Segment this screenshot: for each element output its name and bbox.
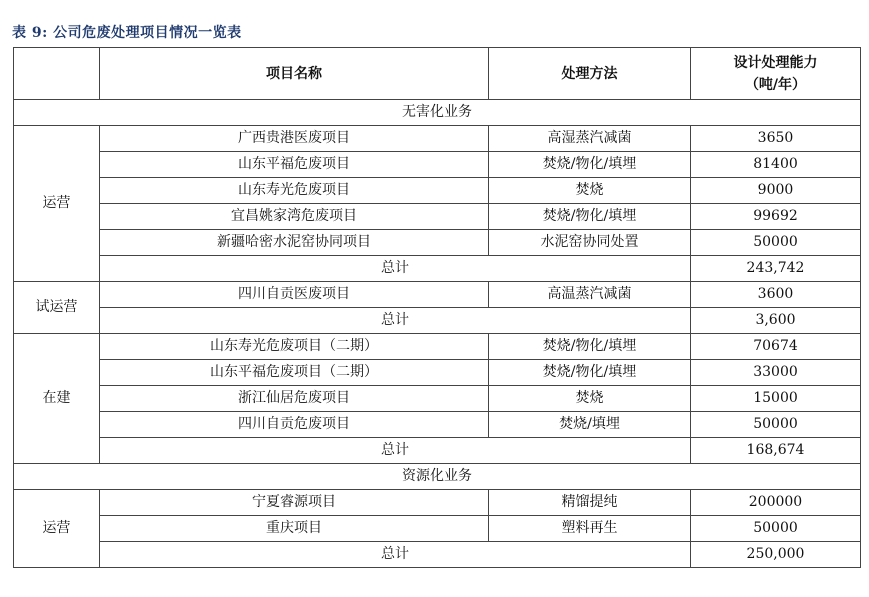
- process-method: 高温蒸汽减菌: [489, 282, 691, 308]
- project-name: 广西贵港医废项目: [100, 126, 489, 152]
- capacity-value: 99692: [691, 204, 861, 230]
- header-method: 处理方法: [489, 48, 691, 100]
- capacity-value: 9000: [691, 178, 861, 204]
- capacity-value: 3600: [691, 282, 861, 308]
- capacity-value: 70674: [691, 334, 861, 360]
- header-capacity-line1: 设计处理能力: [733, 54, 818, 71]
- table-row: [14, 386, 861, 412]
- process-method: 焚烧: [489, 386, 691, 412]
- total-value: 3,600: [691, 308, 861, 334]
- process-method: 焚烧/物化/填埋: [489, 204, 691, 230]
- table-row: [14, 204, 861, 230]
- project-name: 重庆项目: [100, 516, 489, 542]
- table-row: [14, 360, 861, 386]
- table-row: [14, 230, 861, 256]
- process-method: 焚烧: [489, 178, 691, 204]
- process-method: 焚烧/物化/填埋: [489, 334, 691, 360]
- capacity-value: 15000: [691, 386, 861, 412]
- total-value: 243,742: [691, 256, 861, 282]
- table-row: [14, 282, 861, 308]
- process-method: 精馏提纯: [489, 490, 691, 516]
- group-label: 在建: [14, 334, 100, 464]
- total-label: 总计: [100, 256, 691, 282]
- section-row: [14, 100, 861, 126]
- total-row: [14, 438, 861, 464]
- project-name: 四川自贡医废项目: [100, 282, 489, 308]
- group-label: 试运营: [14, 282, 100, 334]
- table-caption: 表 9: 公司危废处理项目情况一览表: [12, 25, 242, 41]
- table-row: [14, 490, 861, 516]
- group-label: 运营: [14, 126, 100, 282]
- hazardous-waste-projects-table: [13, 47, 861, 568]
- total-row: [14, 542, 861, 568]
- project-name: 四川自贡危废项目: [100, 412, 489, 438]
- project-name: 山东寿光危废项目: [100, 178, 489, 204]
- table-row: [14, 412, 861, 438]
- table-row: [14, 126, 861, 152]
- project-name: 新疆哈密水泥窑协同项目: [100, 230, 489, 256]
- process-method: 水泥窑协同处置: [489, 230, 691, 256]
- capacity-value: 33000: [691, 360, 861, 386]
- capacity-value: 50000: [691, 412, 861, 438]
- project-name: 山东寿光危废项目（二期）: [100, 334, 489, 360]
- process-method: 焚烧/填埋: [489, 412, 691, 438]
- table-row: [14, 516, 861, 542]
- section-title: 资源化业务: [14, 464, 861, 490]
- project-name: 宁夏睿源项目: [100, 490, 489, 516]
- table-row: [14, 178, 861, 204]
- project-name: 山东平福危废项目（二期）: [100, 360, 489, 386]
- total-row: [14, 256, 861, 282]
- process-method: 焚烧/物化/填埋: [489, 360, 691, 386]
- total-value: 250,000: [691, 542, 861, 568]
- header-capacity-line2: （吨/年）: [744, 76, 807, 93]
- capacity-value: 81400: [691, 152, 861, 178]
- capacity-value: 200000: [691, 490, 861, 516]
- project-name: 山东平福危废项目: [100, 152, 489, 178]
- total-label: 总计: [100, 542, 691, 568]
- capacity-value: 50000: [691, 516, 861, 542]
- group-label: 运营: [14, 490, 100, 568]
- capacity-value: 50000: [691, 230, 861, 256]
- header-blank: [14, 48, 100, 100]
- process-method: 高湿蒸汽减菌: [489, 126, 691, 152]
- section-title: 无害化业务: [14, 100, 861, 126]
- table-row: [14, 334, 861, 360]
- header-capacity: [691, 48, 861, 100]
- total-row: [14, 308, 861, 334]
- total-value: 168,674: [691, 438, 861, 464]
- total-label: 总计: [100, 308, 691, 334]
- section-row: [14, 464, 861, 490]
- total-label: 总计: [100, 438, 691, 464]
- header-row: [14, 48, 861, 100]
- table-row: [14, 152, 861, 178]
- process-method: 塑料再生: [489, 516, 691, 542]
- process-method: 焚烧/物化/填埋: [489, 152, 691, 178]
- capacity-value: 3650: [691, 126, 861, 152]
- header-project-name: 项目名称: [100, 48, 489, 100]
- project-name: 宜昌姚家湾危废项目: [100, 204, 489, 230]
- project-name: 浙江仙居危废项目: [100, 386, 489, 412]
